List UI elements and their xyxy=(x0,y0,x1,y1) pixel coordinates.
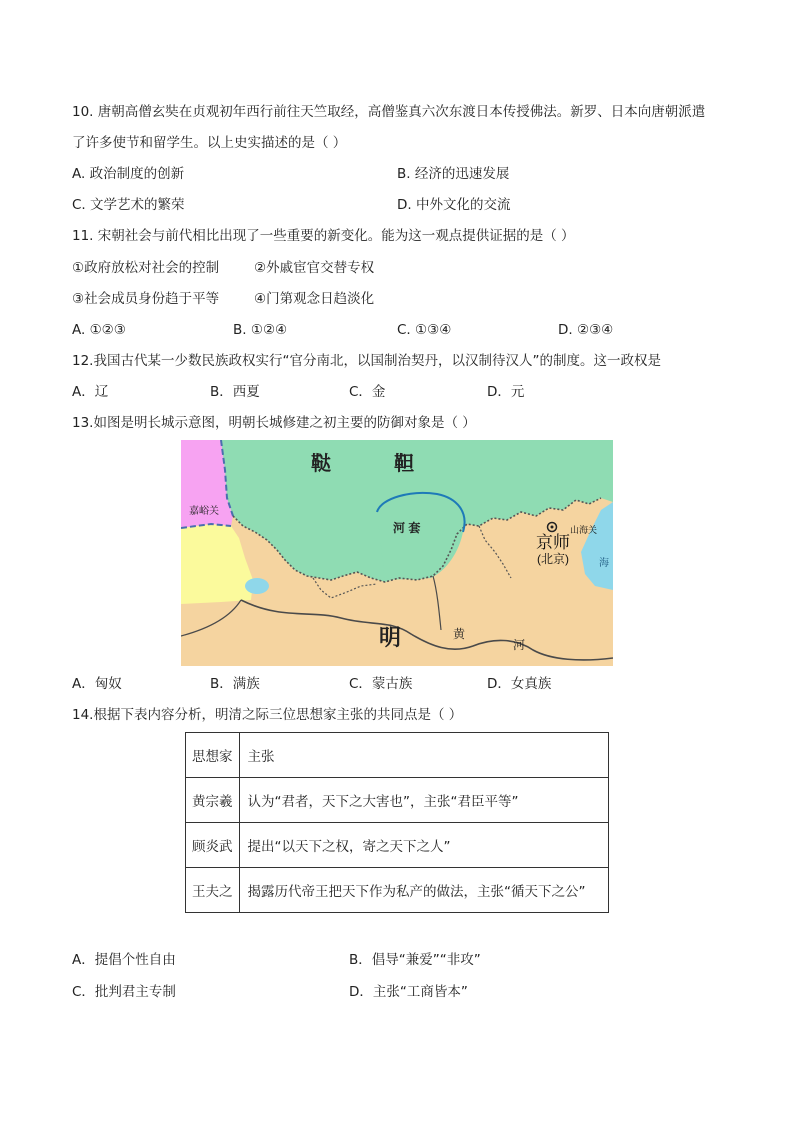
q10-option-a[interactable]: A. 政治制度的创新 xyxy=(72,166,185,182)
label-dada-2: 靼 xyxy=(394,451,414,475)
lake xyxy=(245,578,269,594)
q14-option-d[interactable]: D．主张“工商皆本” xyxy=(349,984,468,1000)
table-header-claim: 主张 xyxy=(239,733,609,778)
q13-stem: 13.如图是明长城示意图，明朝长城修建之初主要的防御对象是（ ） xyxy=(72,415,476,431)
q10-option-d[interactable]: D. 中外文化的交流 xyxy=(397,197,511,213)
q14-option-a[interactable]: A．提倡个性自由 xyxy=(72,952,176,968)
q12-stem: 12.我国古代某一少数民族政权实行“官分南北，以国制治契丹，以汉制待汉人”的制度。这一政权是 xyxy=(72,353,661,369)
q10-stem-line1: 10. 唐朝高僧玄奘在贞观初年西行前往天竺取经，高僧鉴真六次东渡日本传授佛法。新罗、日本向唐朝派遣 xyxy=(72,104,706,120)
table-cell-thinker: 王夫之 xyxy=(186,868,240,913)
q11-item-4: ④门第观念日趋淡化 xyxy=(254,291,375,307)
q12-option-b[interactable]: B．西夏 xyxy=(210,384,260,400)
q11-option-d[interactable]: D. ②③④ xyxy=(558,322,614,338)
q10-option-b[interactable]: B. 经济的迅速发展 xyxy=(397,166,510,182)
q13-option-d[interactable]: D．女真族 xyxy=(487,676,552,692)
q13-option-c[interactable]: C．蒙古族 xyxy=(349,676,413,692)
table-header-row xyxy=(186,733,609,778)
q13-option-a[interactable]: A．匈奴 xyxy=(72,676,122,692)
q12-option-d[interactable]: D．元 xyxy=(487,384,525,400)
label-he: 河 xyxy=(513,638,526,652)
label-hetao: 河 套 xyxy=(393,521,421,535)
table-row xyxy=(186,823,609,868)
table-cell-claim: 认为“君者，天下之大害也”，主张“君臣平等” xyxy=(239,778,609,823)
table-cell-claim: 提出“以天下之权，寄之天下之人” xyxy=(239,823,609,868)
table-row xyxy=(186,778,609,823)
q11-stem: 11. 宋朝社会与前代相比出现了一些重要的新变化。能为这一观点提供证据的是（ ） xyxy=(72,228,575,244)
q14-stem: 14.根据下表内容分析，明清之际三位思想家主张的共同点是（ ） xyxy=(72,707,463,723)
q11-item-2: ②外戚宦官交替专权 xyxy=(254,260,375,276)
label-ming: 明 xyxy=(379,625,402,651)
q11-item-3: ③社会成员身份趋于平等 xyxy=(72,291,220,307)
q12-option-c[interactable]: C．金 xyxy=(349,384,386,400)
label-shanhaiguan: 山海关 xyxy=(570,525,598,535)
thinkers-table xyxy=(185,732,609,913)
q11-item-1: ①政府放松对社会的控制 xyxy=(72,260,220,276)
label-jiayuguan: 嘉峪关 xyxy=(189,506,219,517)
table-cell-thinker: 顾炎武 xyxy=(186,823,240,868)
q11-option-a[interactable]: A. ①②③ xyxy=(72,322,126,338)
label-beijing: (北京) xyxy=(537,552,569,566)
label-dada-1: 鞑 xyxy=(311,451,331,475)
table-header-thinker: 思想家 xyxy=(186,733,240,778)
table-cell-claim: 揭露历代帝王把天下作为私产的做法，主张“循天下之公” xyxy=(239,868,609,913)
ming-great-wall-map xyxy=(181,440,613,666)
q11-option-c[interactable]: C. ①③④ xyxy=(397,322,452,338)
label-hai: 海 xyxy=(599,558,609,569)
q14-option-b[interactable]: B．倡导“兼爱”“非攻” xyxy=(349,952,481,968)
q14-option-c[interactable]: C．批判君主专制 xyxy=(72,984,176,1000)
table-cell-thinker: 黄宗羲 xyxy=(186,778,240,823)
table-row xyxy=(186,868,609,913)
q10-option-c[interactable]: C. 文学艺术的繁荣 xyxy=(72,197,185,213)
q10-stem-line2: 了许多使节和留学生。以上史实描述的是（ ） xyxy=(72,135,347,151)
q11-option-b[interactable]: B. ①②④ xyxy=(233,322,288,338)
label-jingshi: 京师 xyxy=(536,533,570,552)
q13-option-b[interactable]: B．满族 xyxy=(210,676,260,692)
label-huang: 黄 xyxy=(453,627,466,641)
capital-marker-dot xyxy=(551,526,554,529)
q12-option-a[interactable]: A．辽 xyxy=(72,384,109,400)
